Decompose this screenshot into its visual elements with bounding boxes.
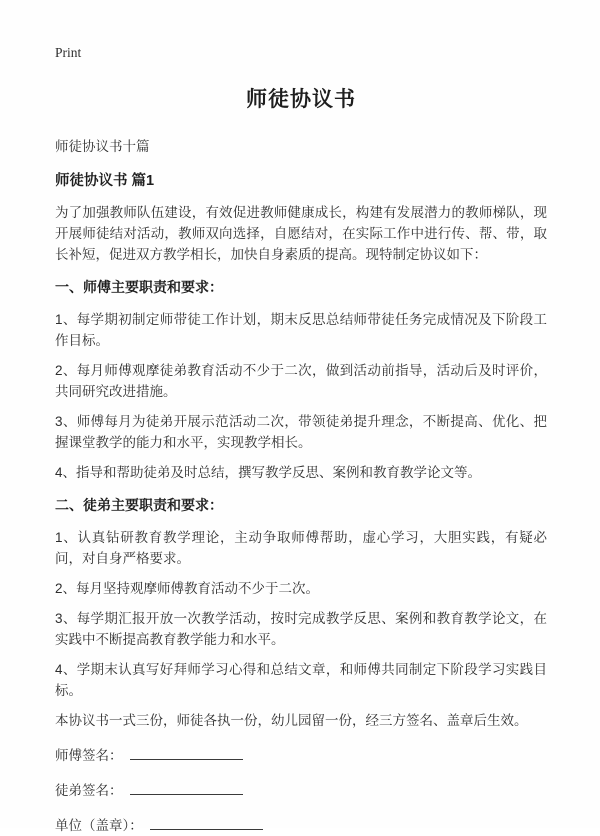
section-1-item-4: 4、指导和帮助徒弟及时总结，撰写教学反思、案例和教育教学论文等。	[55, 465, 482, 480]
article-title: 师徒协议书 篇1	[55, 173, 155, 189]
apprentice-signature-label: 徒弟签名：	[55, 783, 123, 798]
print-link[interactable]: Print	[55, 45, 82, 60]
master-signature-line	[130, 745, 243, 760]
section-2-item-2: 2、每月坚持观摩师傅教育活动不少于二次。	[55, 581, 320, 596]
section-1-item-3: 3、师傅每月为徒弟开展示范活动二次，带领徒弟提升理念，不断提高、优化、把握课堂教学的能力和水平，实现教学相长。	[55, 414, 547, 450]
section-2-item-1: 1、认真钻研教育教学理论，主动争取师傅帮助，虚心学习，大胆实践，有疑必问，对自身严格要求。	[55, 530, 547, 566]
signature-row-master	[55, 745, 547, 766]
master-signature-label: 师傅签名：	[55, 748, 123, 763]
closing-paragraph: 本协议书一式三份，师徒各执一份，幼儿园留一份，经三方签名、盖章后生效。	[55, 713, 528, 728]
signature-row-apprentice	[55, 780, 547, 801]
document-title: 师徒协议书	[246, 88, 356, 111]
section-2-item-4: 4、学期末认真写好拜师学习心得和总结文章，和师傅共同制定下阶段学习实践目标。	[55, 662, 547, 698]
unit-seal-label: 单位（盖章）：	[55, 818, 143, 833]
apprentice-signature-line	[130, 780, 243, 795]
intro-paragraph: 为了加强教师队伍建设，有效促进教师健康成长，构建有发展潜力的教师梯队，现开展师徒结对活动，教师双向选择，自愿结对，在实际工作中进行传、帮、带，取长补短，促进双方教学相长，加快自身素质的提高。现特制定协议如下：	[55, 205, 547, 262]
signature-row-unit-seal	[55, 815, 547, 836]
section-2-item-3: 3、每学期汇报开放一次教学活动，按时完成教学反思、案例和教育教学论文，在实践中不断提高教育教学能力和水平。	[55, 611, 547, 647]
section-1-item-1: 1、每学期初制定师带徒工作计划，期末反思总结师带徒任务完成情况及下阶段工作目标。	[55, 312, 547, 348]
document-subtitle: 师徒协议书十篇	[55, 139, 150, 154]
section-2-heading: 二、徒弟主要职责和要求：	[55, 497, 223, 513]
section-1-item-2: 2、每月师傅观摩徒弟教育活动不少于二次，做到活动前指导，活动后及时评价，共同研究改进措施。	[55, 363, 547, 399]
section-1-heading: 一、师傅主要职责和要求：	[55, 279, 223, 295]
